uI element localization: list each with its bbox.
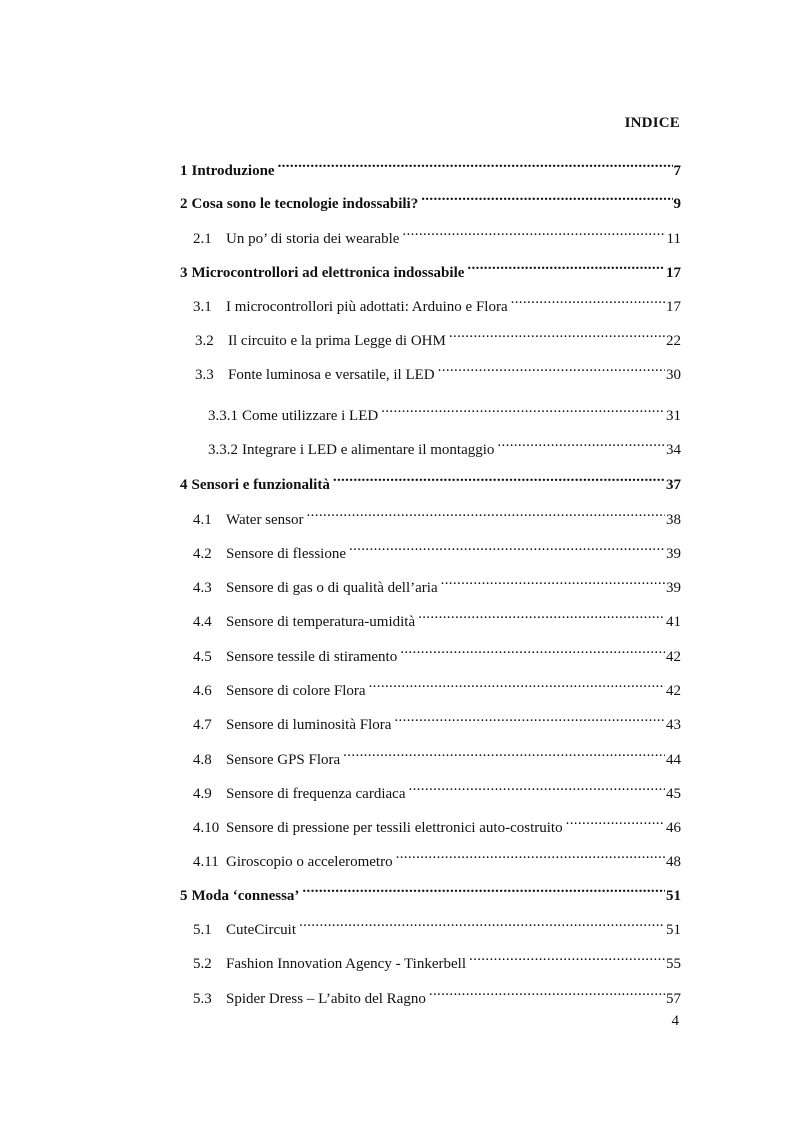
toc-entry-3-3-1[interactable] bbox=[208, 400, 681, 424]
toc-entry-4-11[interactable] bbox=[193, 846, 681, 870]
dot-leader bbox=[566, 812, 665, 832]
dot-leader bbox=[408, 778, 665, 798]
dot-leader bbox=[343, 744, 665, 764]
toc-entry-page: 37 bbox=[666, 477, 681, 493]
toc-entry-page: 55 bbox=[666, 956, 681, 972]
dot-leader bbox=[400, 641, 665, 661]
toc-entry-title: Integrare i LED e alimentare il montaggio bbox=[242, 442, 495, 458]
dot-leader bbox=[394, 709, 665, 729]
toc-entry-2-1[interactable] bbox=[193, 223, 681, 247]
toc-entry-3-1[interactable] bbox=[193, 291, 681, 315]
toc-entry-title: Moda ‘connessa’ bbox=[191, 888, 300, 904]
toc-entry-title: I microcontrollori più adottati: Arduino e Flora bbox=[226, 299, 508, 315]
toc-entry-page: 9 bbox=[673, 196, 681, 212]
toc-entry-3-3[interactable] bbox=[195, 359, 681, 383]
toc-entry-page: 39 bbox=[666, 546, 681, 562]
dot-leader bbox=[369, 675, 665, 695]
dot-leader bbox=[497, 434, 665, 454]
toc-entry-title: CuteCircuit bbox=[226, 922, 296, 938]
toc-entry-page: 41 bbox=[666, 614, 681, 630]
toc-entry-title: Microcontrollori ad elettronica indossabile bbox=[191, 265, 465, 281]
toc-entry-4-7[interactable] bbox=[193, 709, 681, 733]
toc-entry-3[interactable] bbox=[180, 257, 681, 281]
toc-entry-title: Sensori e funzionalità bbox=[191, 477, 330, 493]
dot-leader bbox=[349, 538, 665, 558]
toc-entry-title: Water sensor bbox=[226, 512, 304, 528]
toc-entry-page: 51 bbox=[666, 888, 681, 904]
toc-entry-3-2[interactable] bbox=[195, 325, 681, 349]
toc-entry-5[interactable] bbox=[180, 880, 681, 904]
toc-entry-2[interactable] bbox=[180, 188, 681, 212]
toc-entry-4-6[interactable] bbox=[193, 675, 681, 699]
toc-entry-number: 3.3.2 bbox=[208, 442, 238, 458]
toc-entry-number: 3 bbox=[180, 265, 188, 281]
toc-entry-number: 5.1 bbox=[193, 922, 212, 938]
toc-entry-page: 45 bbox=[666, 786, 681, 802]
toc-entry-5-3[interactable] bbox=[193, 983, 681, 1007]
dot-leader bbox=[511, 291, 665, 311]
toc-entry-page: 48 bbox=[666, 854, 681, 870]
toc-entry-title: Fonte luminosa e versatile, il LED bbox=[228, 367, 435, 383]
toc-entry-number: 3.3 bbox=[195, 367, 214, 383]
dot-leader bbox=[333, 469, 665, 489]
toc-entry-number: 5.3 bbox=[193, 991, 212, 1007]
toc-entry-4-1[interactable] bbox=[193, 504, 681, 528]
toc-entry-title: Introduzione bbox=[191, 163, 275, 179]
toc-entry-number: 4.7 bbox=[193, 717, 212, 733]
toc-entry-number: 4.6 bbox=[193, 683, 212, 699]
toc-entry-4-8[interactable] bbox=[193, 744, 681, 768]
toc-entry-number: 5 bbox=[180, 888, 188, 904]
toc-entry-title: Un po’ di storia dei wearable bbox=[226, 231, 400, 247]
toc-entry-4-3[interactable] bbox=[193, 572, 681, 596]
toc-entry-page: 22 bbox=[666, 333, 681, 349]
toc-entry-number: 2 bbox=[180, 196, 188, 212]
toc-entry-page: 39 bbox=[666, 580, 681, 596]
toc-entry-1[interactable] bbox=[180, 155, 681, 179]
page-title: INDICE bbox=[624, 115, 680, 131]
toc-entry-4-4[interactable] bbox=[193, 606, 681, 630]
toc-entry-4-10[interactable] bbox=[193, 812, 681, 836]
toc-entry-title: Sensore tessile di stiramento bbox=[226, 649, 398, 665]
toc-entry-title: Sensore GPS Flora bbox=[226, 752, 341, 768]
toc-entry-page: 42 bbox=[666, 649, 681, 665]
dot-leader bbox=[449, 325, 665, 345]
dot-leader bbox=[381, 400, 665, 420]
toc-entry-page: 34 bbox=[666, 442, 681, 458]
toc-entry-number: 3.3.1 bbox=[208, 408, 238, 424]
toc-entry-title: Come utilizzare i LED bbox=[242, 408, 379, 424]
dot-leader bbox=[299, 914, 665, 934]
toc-entry-page: 43 bbox=[666, 717, 681, 733]
toc-entry-number: 4.9 bbox=[193, 786, 212, 802]
toc-entry-number: 4 bbox=[180, 477, 188, 493]
dot-leader bbox=[402, 223, 665, 243]
toc-entry-page: 7 bbox=[673, 163, 681, 179]
toc-entry-number: 1 bbox=[180, 163, 188, 179]
dot-leader bbox=[441, 572, 665, 592]
toc-entry-title: Spider Dress – L’abito del Ragno bbox=[226, 991, 426, 1007]
dot-leader bbox=[438, 359, 665, 379]
dot-leader bbox=[307, 504, 665, 524]
toc-entry-page: 11 bbox=[666, 231, 681, 247]
toc-entry-number: 4.2 bbox=[193, 546, 212, 562]
toc-entry-page: 38 bbox=[666, 512, 681, 528]
toc-entry-title: Il circuito e la prima Legge di OHM bbox=[228, 333, 446, 349]
toc-entry-5-1[interactable] bbox=[193, 914, 681, 938]
toc-entry-4[interactable] bbox=[180, 469, 681, 493]
toc-entry-number: 4.10 bbox=[193, 820, 220, 836]
toc-entry-page: 44 bbox=[666, 752, 681, 768]
toc-entry-title: Giroscopio o accelerometro bbox=[226, 854, 393, 870]
toc-entry-title: Sensore di gas o di qualità dell’aria bbox=[226, 580, 438, 596]
dot-leader bbox=[429, 983, 665, 1003]
toc-entry-4-5[interactable] bbox=[193, 641, 681, 665]
toc-entry-page: 30 bbox=[666, 367, 681, 383]
dot-leader bbox=[302, 880, 665, 900]
toc-entry-page: 57 bbox=[666, 991, 681, 1007]
toc-entry-number: 4.8 bbox=[193, 752, 212, 768]
toc-entry-number: 4.4 bbox=[193, 614, 212, 630]
dot-leader bbox=[469, 948, 665, 968]
toc-entry-4-2[interactable] bbox=[193, 538, 681, 562]
toc-entry-title: Sensore di luminosità Flora bbox=[226, 717, 392, 733]
toc-entry-4-9[interactable] bbox=[193, 778, 681, 802]
page-number: 4 bbox=[671, 1013, 679, 1029]
toc-entry-number: 4.3 bbox=[193, 580, 212, 596]
dot-leader bbox=[418, 606, 665, 626]
toc-entry-number: 4.5 bbox=[193, 649, 212, 665]
toc-entry-3-3-2[interactable] bbox=[208, 434, 681, 458]
toc-entry-5-2[interactable] bbox=[193, 948, 681, 972]
toc-entry-title: Sensore di pressione per tessili elettronici auto-costruito bbox=[226, 820, 563, 836]
toc-entry-page: 42 bbox=[666, 683, 681, 699]
dot-leader bbox=[421, 188, 672, 208]
dot-leader bbox=[467, 257, 665, 277]
toc-entry-page: 17 bbox=[666, 265, 681, 281]
toc-entry-title: Cosa sono le tecnologie indossabili? bbox=[191, 196, 419, 212]
toc-entry-title: Sensore di flessione bbox=[226, 546, 346, 562]
toc-entry-number: 3.2 bbox=[195, 333, 214, 349]
toc-entry-number: 2.1 bbox=[193, 231, 212, 247]
toc-entry-title: Sensore di colore Flora bbox=[226, 683, 366, 699]
toc-entry-page: 51 bbox=[666, 922, 681, 938]
toc-entry-page: 31 bbox=[666, 408, 681, 424]
dot-leader bbox=[278, 155, 673, 175]
toc-entry-page: 17 bbox=[666, 299, 681, 315]
toc-entry-title: Sensore di temperatura-umidità bbox=[226, 614, 416, 630]
toc-entry-number: 4.1 bbox=[193, 512, 212, 528]
toc-entry-title: Sensore di frequenza cardiaca bbox=[226, 786, 406, 802]
toc-entry-number: 5.2 bbox=[193, 956, 212, 972]
toc-entry-title: Fashion Innovation Agency - Tinkerbell bbox=[226, 956, 466, 972]
toc-entry-page: 46 bbox=[666, 820, 681, 836]
toc-entry-number: 4.11 bbox=[193, 854, 219, 870]
dot-leader bbox=[396, 846, 665, 866]
toc-entry-number: 3.1 bbox=[193, 299, 212, 315]
